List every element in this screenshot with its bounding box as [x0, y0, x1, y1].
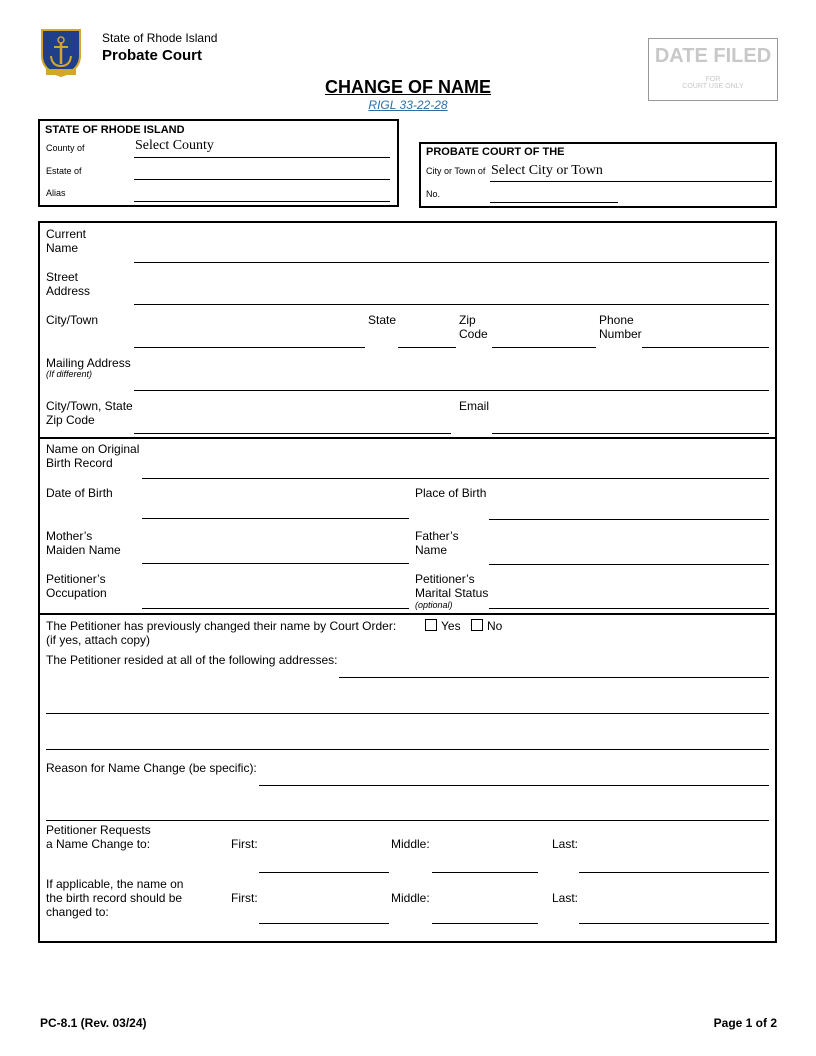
phone-label: Phone Number [599, 313, 642, 341]
state-field[interactable] [398, 347, 456, 348]
mother-label: Mother’s Maiden Name [46, 529, 121, 557]
original-name-label: Name on Original Birth Record [46, 442, 140, 470]
requests-label: Petitioner Requests a Name Change to: [46, 823, 151, 851]
yes-checkbox[interactable] [425, 619, 437, 631]
resided-label: The Petitioner resided at all of the following addresses: [46, 653, 338, 667]
state-seal-icon [30, 26, 92, 80]
date-filed-note: COURT USE ONLY [682, 83, 744, 90]
dob-field[interactable] [142, 518, 409, 519]
citystate-label: City/Town, State Zip Code [46, 399, 133, 427]
state-label: State [368, 313, 397, 327]
email-field[interactable] [492, 433, 769, 434]
mailing-field[interactable] [134, 390, 769, 391]
occupation-label: Petitioner’s Occupation [46, 572, 107, 600]
original-name-field[interactable] [142, 478, 769, 479]
date-filed-for: FOR [705, 76, 721, 83]
reason-label: Reason for Name Change (be specific): [46, 761, 257, 775]
marital-label: Petitioner’s Marital Status [415, 572, 489, 600]
city-town-label: City or Town of [426, 166, 486, 176]
birth-record-label: If applicable, the name on the birth record should be changed to: [46, 877, 184, 919]
case-no-field[interactable] [490, 202, 618, 203]
county-select[interactable]: Select County [135, 138, 214, 153]
new-first-name-field[interactable] [259, 872, 389, 873]
estate-label: Estate of [46, 166, 82, 176]
citystate-field[interactable] [134, 433, 451, 434]
date-filed-box [648, 38, 778, 101]
reason-field-1[interactable] [259, 785, 769, 786]
mailing-note: (If different) [46, 369, 93, 379]
city-field[interactable] [134, 347, 365, 348]
page-number: Page 1 of 2 [713, 1016, 777, 1030]
zip-label: Zip Code [459, 313, 488, 341]
state-name: State of Rhode Island [102, 31, 218, 45]
first-label: First: [231, 837, 258, 851]
pob-field[interactable] [489, 519, 769, 520]
dob-label: Date of Birth [46, 486, 113, 500]
zip-field[interactable] [492, 347, 596, 348]
county-label: County of [46, 143, 85, 153]
street-field[interactable] [134, 304, 769, 305]
form-id: PC-8.1 (Rev. 03/24) [40, 1016, 147, 1030]
city-town-select[interactable]: Select City or Town [491, 163, 603, 178]
alias-label: Alias [46, 188, 66, 198]
reason-field-2[interactable] [46, 820, 769, 821]
section-divider [38, 437, 777, 439]
mailing-label: Mailing Address [46, 356, 131, 370]
middle-label: Middle: [391, 837, 430, 851]
statute-link[interactable]: RIGL 33-22-28 [368, 98, 448, 112]
prev-change-label: The Petitioner has previously changed their name by Court Order: (if yes, attach copy) [46, 619, 397, 647]
street-label: Street Address [46, 270, 91, 298]
probate-box-heading: PROBATE COURT OF THE [426, 146, 565, 158]
address-field-2[interactable] [46, 713, 769, 714]
estate-field[interactable] [134, 179, 390, 180]
mother-field[interactable] [142, 563, 409, 564]
birth-last-name-field[interactable] [579, 923, 769, 924]
pob-label: Place of Birth [415, 486, 487, 500]
address-field-1[interactable] [339, 677, 769, 678]
birth-middle-name-field[interactable] [432, 923, 538, 924]
father-field[interactable] [489, 564, 769, 565]
last-label: Last: [552, 891, 579, 905]
current-name-label: Current Name [46, 227, 87, 255]
city-label: City/Town [46, 313, 99, 327]
occupation-field[interactable] [142, 608, 409, 609]
yes-label: Yes [441, 619, 461, 633]
case-no-label: No. [426, 189, 441, 199]
address-field-3[interactable] [46, 749, 769, 750]
date-filed-title: DATE FILED [654, 45, 772, 67]
city-town-field[interactable] [490, 181, 772, 182]
section-divider [38, 613, 777, 615]
new-last-name-field[interactable] [579, 872, 769, 873]
no-label: No [487, 619, 503, 633]
new-middle-name-field[interactable] [432, 872, 538, 873]
county-field[interactable] [134, 157, 390, 158]
birth-first-name-field[interactable] [259, 923, 389, 924]
current-name-field[interactable] [134, 262, 769, 263]
alias-field[interactable] [134, 201, 390, 202]
first-label: First: [231, 891, 258, 905]
marital-note: (optional) [415, 600, 453, 610]
state-box-heading: STATE OF RHODE ISLAND [45, 124, 185, 136]
father-label: Father’s Name [415, 529, 459, 557]
last-label: Last: [552, 837, 579, 851]
form-title: CHANGE OF NAME [325, 77, 491, 97]
phone-field[interactable] [642, 347, 769, 348]
email-label: Email [459, 399, 490, 413]
no-checkbox[interactable] [471, 619, 483, 631]
marital-field[interactable] [489, 608, 769, 609]
middle-label: Middle: [391, 891, 430, 905]
court-name: Probate Court [102, 47, 203, 64]
